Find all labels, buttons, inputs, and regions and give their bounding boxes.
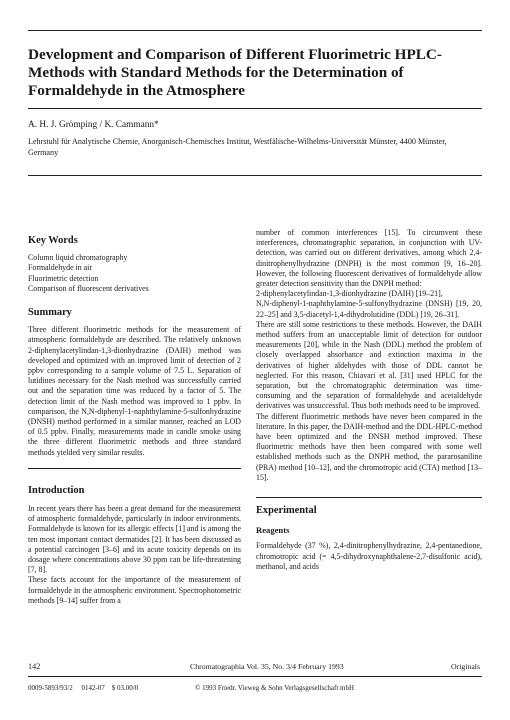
body-paragraph: The different fluorimetric methods have never been compared in the literature. In this paper, the DAIH-method and the DDL-HPLC-method have been optimized and the DNSH method improved. These fluorimetric methods have then been compared with some well established methods such as the DNPH method, the pararosaniline (PRA) method [10–12], and the chromotropic acid (CTA) method [13–15]. <box>256 411 482 482</box>
keyword-item: Fluorimetric detection <box>28 273 99 283</box>
summary-heading: Summary <box>28 307 72 319</box>
experimental-rule <box>256 497 482 498</box>
derivative-list-item: N,N-diphenyl-1-naphthylamine-5-sulfonylhydrazine (DNSH) [19, 20, 22–25] and 3,5-diacetyl-1,4-dihydrolutidine (DDL) [19, 26–31]. <box>256 299 482 319</box>
keyword-item: Formaldehyde in air <box>28 263 92 273</box>
title-rule <box>28 108 482 109</box>
reagents-heading: Reagents <box>256 525 290 536</box>
header-bottom-rule <box>28 175 482 176</box>
body-paragraph: number of common interferences [15]. To circumvent these interferences, chromatographic separation, in conjunction with UV-detection, was carried out on different derivatives, among which 2,4-dinitrophenylhydrazine (DNPH) is the most common [9, 16–20]. However, the following fluorescent derivatives of formaldehyde allow greater detection sensitivity than the DNPH method: <box>256 228 482 289</box>
keywords-list <box>28 253 241 294</box>
page-number: 142 <box>28 662 41 671</box>
body-paragraph: There are still some restrictions to these methods. However, the DAIH method suffers from an unacceptable limit of detection for outdoor measurements [20], while in the Nash (DDL) method the problem of closely overlapped absorbance and extinction maxima in the derivatives of higher aldehydes with those of DDL cannot be neglected. For this reason, Chiavari et al. [31] used HPLC for the separation, but the chromatographic determination was time-consuming and the separation of formaldehyde and acetaldehyde derivatives was unsuccessful. Thus both methods need to be improved. <box>256 319 482 411</box>
keyword-item: Column liquid chromatography <box>28 253 128 263</box>
right-column <box>256 228 482 572</box>
left-column <box>28 228 241 606</box>
keyword-item: Comparison of fluorescent derivatives <box>28 283 149 293</box>
keywords-heading: Key Words <box>28 235 78 246</box>
copyright-line: © 1993 Friedr. Vieweg & Sohn Verlagsgesellschaft mbH <box>195 684 355 692</box>
footer-rule <box>28 676 482 677</box>
summary-rule <box>28 468 241 469</box>
journal-citation: Chromatographia Vol. 35, No. 3/4 February 1993 <box>190 662 344 671</box>
issn-line: 0009-5893/93/2 0142-07 $ 03.00/0 <box>28 684 139 692</box>
introduction-heading: Introduction <box>28 484 85 496</box>
paper-title: Development and Comparison of Different Fluorimetric HPLC-Methods with Standard Methods for the Determination of Formaldehyde in the Atmosphere <box>28 46 442 100</box>
top-rule <box>28 30 482 31</box>
affiliation: Lehrstuhl für Analytische Chemie, Anorganisch-Chemisches Institut, Westfälische-Wilhelms-Universität Münster, 4400 Münster, Germany <box>28 137 447 157</box>
introduction-paragraph: These facts account for the importance of the measurement of formaldehyde in the atmospheric environment. Spectrophotometric methods [9–14] suffer from a <box>28 575 241 605</box>
derivative-list-item: 2-diphenylacetylindan-1,3-dionhydrazine (DAIH) [19–21], <box>256 289 443 299</box>
summary-text: Three different fluorimetric methods for the measurement of atmospheric formaldehyde are described. The relatively unknown 2-diphenylacetylindan-1,3-dionhydrazine (DAIH) method was developed and optimized with an improved limit of detection of 2 ppbv corresponding to a sample volume of 7.5 L. Separation of lutidines necessary for the Nash method was successfully carried out and the separation time was reduced by a factor of 5. The detection limit of the Nash method was improved to 1 ppbv. In comparison, the N,N-diphenyl-1-naphthylamine-5-sulfonhydrazine (DNSH) method performed in a similar manner, reached an LOD of 0.5 ppbv. Finally, measurements made in candle smoke using the three different fluorimetric methods and three standard methods yielded very similar results. <box>28 325 241 457</box>
reagents-text: Formaldehyde (37 %), 2,4-dinitrophenylhydrazine, 2,4-pentanedione, chromotropic acid (= 4,5-dihydroxynaphthalene-2,7-disulfonic acid), methanol, and acids <box>256 541 482 571</box>
authors: A. H. J. Grömping / K. Cammann* <box>28 120 159 130</box>
experimental-heading: Experimental <box>256 505 317 517</box>
section-label: Originals <box>450 662 480 671</box>
introduction-paragraph: In recent years there has been a great demand for the measurement of atmospheric formaldehyde, particularly in indoor environments. Formaldehyde is known for its allergic effects [1] and is among the ten most important contact dermatides [2]. It has been discussed as a potential carcinogen [3–6] and its acute toxicity depends on its dosage where concentrations above 30 ppm can be life-threatening [7, 8]. <box>28 504 241 575</box>
